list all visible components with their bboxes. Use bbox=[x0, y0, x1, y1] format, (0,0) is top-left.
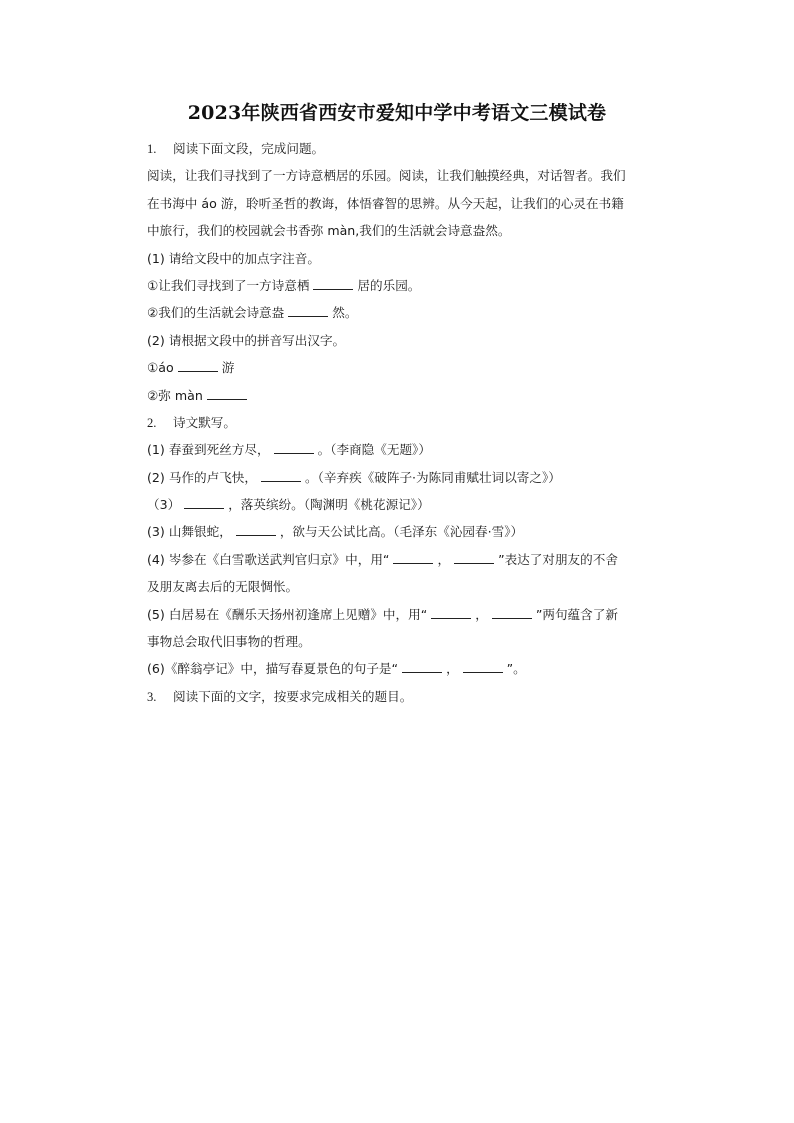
question-prompt: 阅读下面的文字，按要求完成相关的题目。 bbox=[173, 688, 413, 704]
answer-blank[interactable] bbox=[236, 523, 276, 536]
question-text: 然。 bbox=[332, 305, 358, 321]
recitation-item bbox=[147, 464, 677, 491]
question-1-heading bbox=[147, 135, 677, 162]
question-text: ， bbox=[475, 606, 488, 622]
document-title: 2023年陕西省西安市爱知中学中考语文三模试卷 bbox=[187, 102, 607, 124]
question-text: ”表达了对朋友的不舍 bbox=[498, 551, 618, 567]
question-text: ”两句蕴含了新 bbox=[535, 606, 618, 622]
answer-blank[interactable] bbox=[261, 469, 301, 482]
answer-blank[interactable] bbox=[288, 304, 328, 317]
sub-question-2: (2) 请根据文段中的拼音写出汉字。 bbox=[147, 332, 346, 348]
sub-question-1: (1) 请给文段中的加点字注音。 bbox=[147, 250, 320, 266]
question-number: 3. bbox=[147, 689, 157, 704]
question-text: (2) 马作的卢飞快， bbox=[147, 469, 257, 485]
question-prompt: 诗文默写。 bbox=[173, 414, 236, 430]
sub-question-1b bbox=[147, 299, 677, 326]
answer-blank[interactable] bbox=[274, 441, 314, 454]
question-text: 游 bbox=[221, 360, 235, 376]
question-text: (1) 春蚕到死丝方尽， bbox=[147, 442, 270, 458]
recitation-item-continued: 事物总会取代旧事物的哲理。 bbox=[147, 634, 311, 650]
answer-blank[interactable] bbox=[492, 606, 532, 619]
question-text: (4) 岑参在《白雪歌送武判官归京》中，用“ bbox=[147, 551, 390, 567]
recitation-item bbox=[147, 546, 677, 573]
recitation-item bbox=[147, 491, 677, 518]
question-text: ”。 bbox=[506, 661, 526, 677]
question-text: ， bbox=[446, 661, 459, 677]
question-2-heading bbox=[147, 409, 677, 436]
passage-line: 在书海中 áo 游，聆听圣哲的教诲，体悟睿智的思辨。从今天起，让我们的心灵在书籍 bbox=[147, 195, 624, 211]
passage-line: 阅读，让我们寻找到了一方诗意栖居的乐园。阅读，让我们触摸经典，对话智者。我们 bbox=[147, 168, 626, 184]
question-text: 。（辛弃疾《破阵子·为陈同甫赋壮词以寄之》） bbox=[305, 469, 561, 485]
answer-blank[interactable] bbox=[431, 606, 471, 619]
question-text: （3） bbox=[147, 497, 181, 513]
answer-blank[interactable] bbox=[463, 660, 503, 673]
recitation-item bbox=[147, 436, 677, 463]
question-text: ，欲与天公试比高。（毛泽东《沁园春·雪》） bbox=[279, 524, 524, 540]
question-text: ，落英缤纷。（陶渊明《桃花源记》） bbox=[228, 497, 430, 513]
recitation-item bbox=[147, 601, 677, 628]
passage-line: 中旅行，我们的校园就会书香弥 màn,我们的生活就会诗意盎然。 bbox=[147, 223, 511, 239]
question-3-heading bbox=[147, 683, 677, 710]
recitation-item bbox=[147, 518, 677, 545]
question-prompt: 阅读下面文段，完成问题。 bbox=[173, 141, 325, 156]
answer-blank[interactable] bbox=[454, 551, 494, 564]
sub-question-2b bbox=[147, 382, 677, 409]
document-body bbox=[147, 135, 677, 710]
answer-blank[interactable] bbox=[393, 551, 433, 564]
answer-blank[interactable] bbox=[313, 277, 353, 290]
question-text: ②我们的生活就会诗意盎 bbox=[147, 305, 285, 321]
answer-blank[interactable] bbox=[178, 359, 218, 372]
question-number: 2. bbox=[147, 415, 157, 430]
answer-blank[interactable] bbox=[207, 387, 247, 400]
recitation-item bbox=[147, 655, 677, 682]
sub-question-1a bbox=[147, 272, 677, 299]
question-text: 。（李商隐《无题》） bbox=[317, 442, 431, 458]
recitation-item-continued: 及朋友离去后的无限惆怅。 bbox=[147, 579, 299, 595]
question-text: ， bbox=[437, 551, 451, 567]
question-text: ①让我们寻找到了一方诗意栖 bbox=[147, 277, 310, 293]
sub-question-2a bbox=[147, 354, 677, 381]
question-text: (3) 山舞银蛇， bbox=[147, 524, 232, 540]
question-text: ②弥 màn bbox=[147, 387, 203, 403]
question-text: 居的乐园。 bbox=[357, 277, 421, 293]
question-text: (6)《醉翁亭记》中，描写春夏景色的句子是“ bbox=[147, 661, 399, 677]
question-text: ①áo bbox=[147, 360, 174, 376]
answer-blank[interactable] bbox=[184, 496, 224, 509]
answer-blank[interactable] bbox=[402, 660, 442, 673]
question-text: (5) 白居易在《酬乐天扬州初逢席上见赠》中，用“ bbox=[147, 606, 428, 622]
question-number: 1. bbox=[147, 142, 157, 156]
